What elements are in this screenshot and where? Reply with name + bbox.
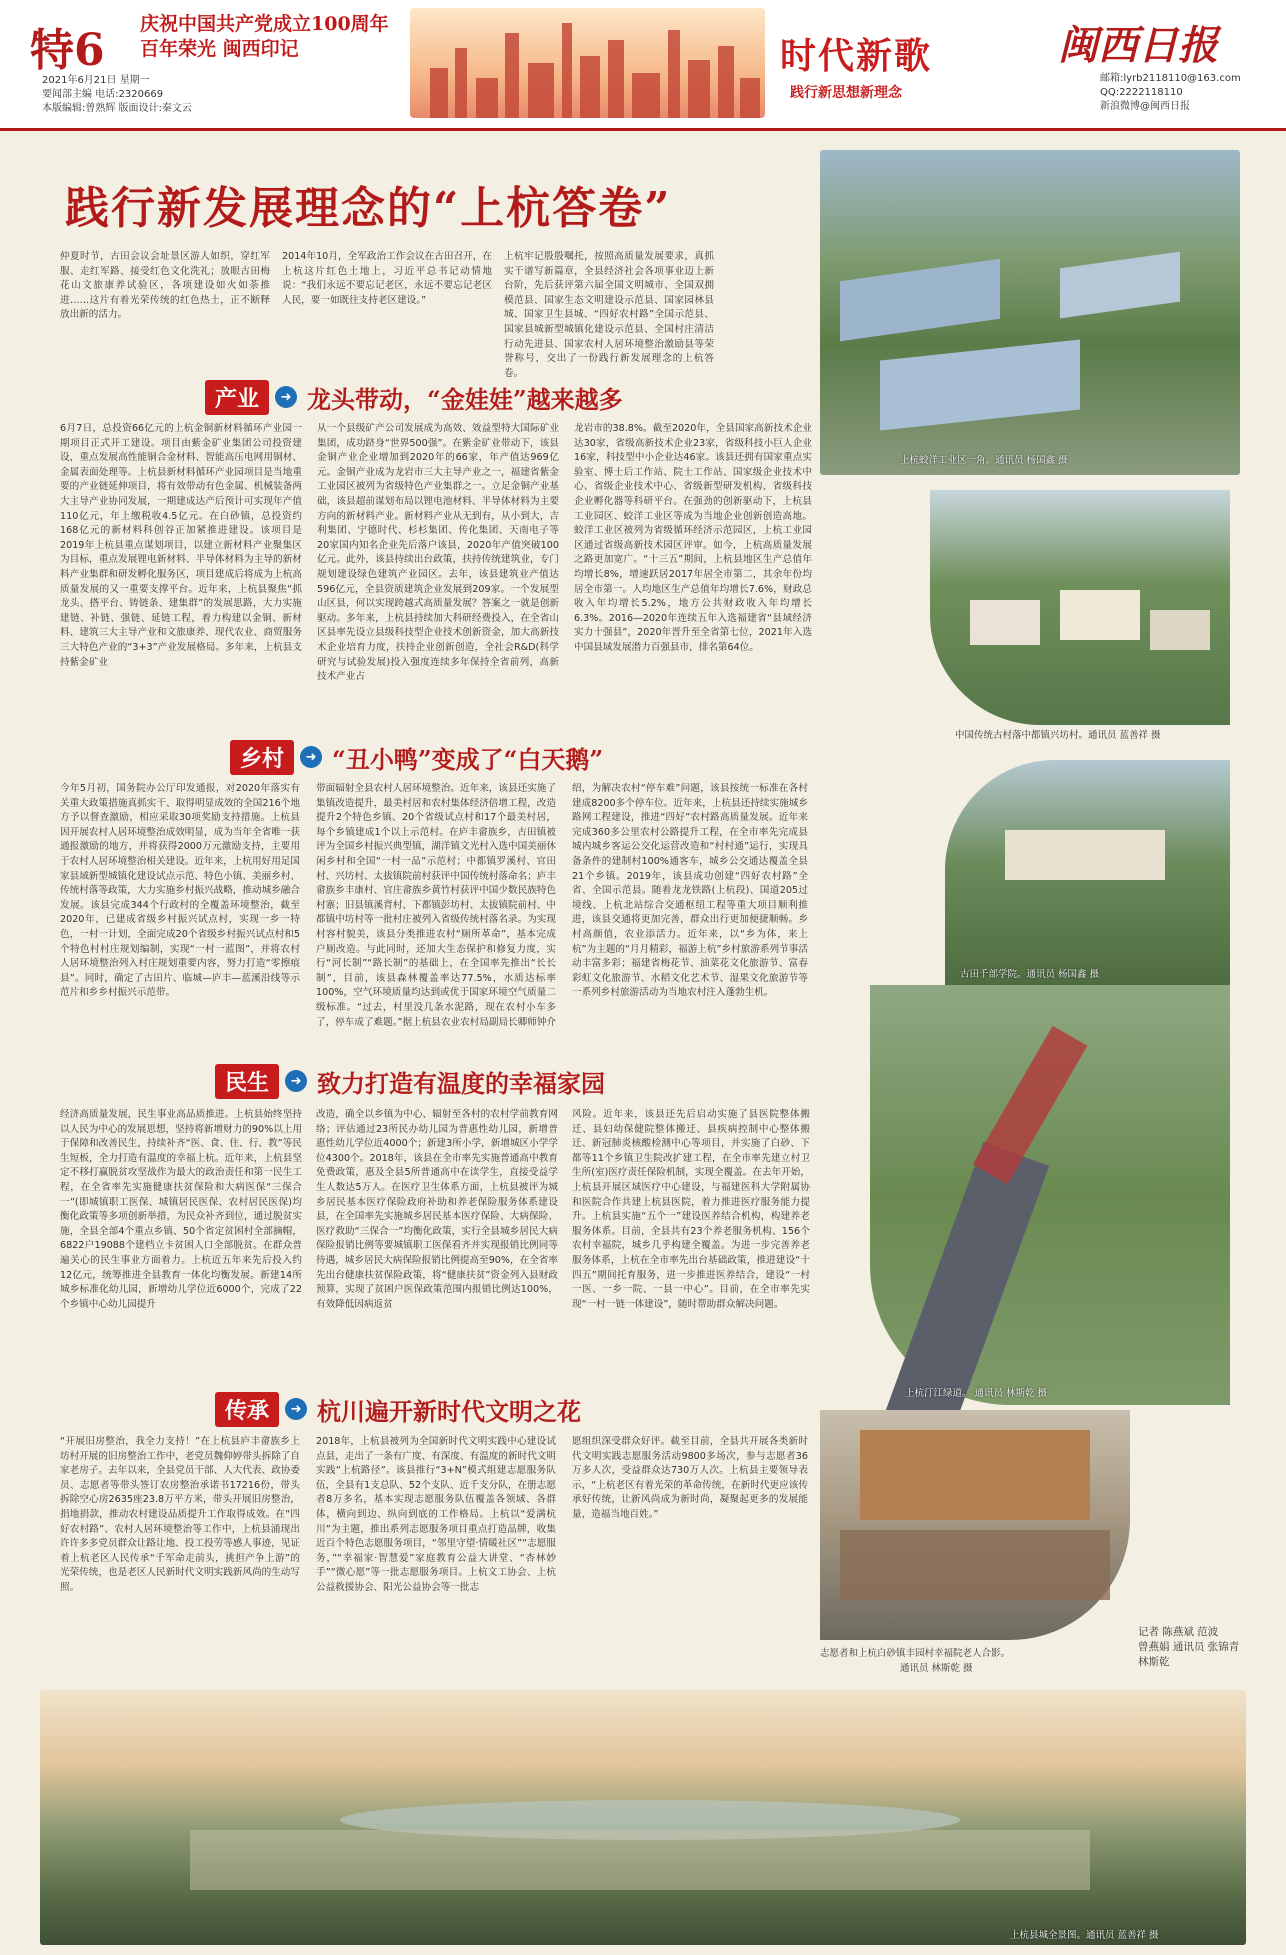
section-heritage-headline: 杭川遍开新时代文明之花 [317, 1396, 582, 1426]
section-heritage-col2: 2018年，上杭县被列为全国新时代文明实践中心建设试点县，走出了一条有广度、有深度、有温度的新时代文明实践“上杭路径”。该县推行“3+N”模式组建志愿服务队伍，全县有1支总队、52个支队、近千支分队，在册志愿者8万多名，基本实现志愿服务队伍覆盖各领域、各群体，横向到边、纵向到底的工作格局。上杭以“爱满杭川”为主题，推出系列志愿服务项目重点打造品牌，收集近百个特色志愿服务项目，“邻里守望·情暖社区”“志愿服务，”“幸福家·智慧爱”家庭教育公益大讲堂、“杏林妙手”“微心愿”等一批志愿服务项目。上杭文工协会、上杭公益救援协会、阳光公益协会等一批志 [316, 1436, 556, 1593]
photo-volunteers [820, 1410, 1130, 1640]
page-header [0, 0, 1286, 131]
section-heritage-header [215, 1390, 581, 1428]
section-heritage-col1: “开展旧房整治，我全力支持！”在上杭县庐丰畲族乡上坊村开展的旧房整治工作中，老党员魏仰婷带头拆除了自家老房子。去年以来，全县党员干部、人大代表、政协委员、志愿者等带头签订农房整治承诺书17216份，带头拆除空心房2635座23.8万平方米，带头开展旧房整治，捐地捐款，推动农村建设品质提升工作取得成效。在“四好农村路”、农村人居环境整治等工作中，上杭县涌现出许许多多党员群众让路让地、投工投劳等感人事迹，见证着上杭老区人民传承“千军命走前头，挑担产争上游”的光荣传统，也是老区人民新时代文明实践新风尚的生动写照。 [60, 1436, 300, 1593]
photo-ancient-village-caption: 中国传统古村落中都镇兴坊村。通讯员 蓝善祥 摄 [955, 730, 1161, 741]
contact-info [1100, 72, 1241, 114]
contact-qq: QQ:2222118110 [1100, 87, 1183, 98]
photo-greenway [870, 985, 1230, 1405]
section-heritage-col3: 愿组织深受群众好评。截至目前，全县共开展各类新时代文明实践志愿服务活动9800多场次，参与志愿者36万多人次，受益群众达730万人次。上杭县主要领导表示，“上杭老区有着光荣的革命传统，在新时代更应该传承好传统，让新风尚成为新时尚，凝聚起更多的发展能量，造福当地百姓。” [572, 1436, 808, 1520]
page-label: 特6 [30, 25, 105, 76]
photo-county-panorama-caption: 上杭县城全景图。通讯员 蓝善祥 摄 [1010, 1930, 1159, 1941]
byline-line-1: 记者 陈燕斌 范波 [1138, 1626, 1219, 1638]
section-livelihood-col1: 经济高质量发展，民生事业高品质推进。上杭县始终坚持以人民为中心的发展思想，坚持将新增财力的90%以上用于保障和改善民生，持续补齐“医、食、住、行、教”等民生短板，全力打造有温度的幸福上杭。近年来，上杭县坚定不移打赢脱贫攻坚战作为最大的政治责任和第一民生工程，在全省率先实施健康扶贫保险和大病医保“三保合一”(即城镇职工医保、城镇居民医保、农村居民医保)均衡化政策等多项创新举措，为民众补齐到位，通过脱贫实施，全县全部4个重点乡镇、50个省定贫困村全部摘帽，6822户19088个建档立卡贫困人口全部脱贫。在群众普遍关心的民生事业方面着力。上杭近五年来先后投入约12亿元，统筹推进全县教育一体化均衡发展。新建14所城乡标准化幼儿园，新增幼儿学位近6000个，完成了22个乡镇中心幼儿园提升 [60, 1109, 302, 1310]
issue-designer: 本版编辑:曾熟辉 版面设计:秦文云 [42, 103, 192, 114]
issue-editor: 要闻部主编 电话:2320669 [42, 89, 164, 100]
section-village-col2: 带面辐射全县农村人居环境整治。近年来，该县还实施了集镇改造提升，最美村居和农村集体经济倍增工程，改造提升2个特色乡镇、20个省级试点村和17个最美村居，每个乡镇建成1个以上示范村。在庐丰畲族乡，古田镇被评为全国乡村振兴典型镇，湖洋镇文光村入选中国美丽休闲乡村和全国“一村一品”示范村；中都镇罗溪村、官田村、兴坊村、太拔镇院前村获评中国传统村落命名；庐丰畲族乡丰康村、官庄畲族乡黄竹村获评中国少数民族特色村寨；旧县镇溪背村、下都镇彭坊村、太拔镇院前村、中都镇中坊村等一批村庄被列入省级传统村落名录。为实现村容村貌美，该县分类推进农村“厕所革命”，基本完成户厕改造。与此同时，还加大生态保护和修复力度，实行“河长制”“路长制”的基础上，在全国率先推出“长长制”，目前，该县森林覆盖率达77.5%，水质达标率100%，空气环境质量均达到或优于国家环境空气质量二级标准。“过去，村里没几条水泥路，现在农村小车多了，停车成了难题。”据上杭县农业农村局副局长卿师钟介 [316, 783, 557, 1028]
photo-gutian-academy [945, 760, 1230, 985]
byline [1138, 1625, 1239, 1670]
main-headline: 践行新发展理念的“上杭答卷” [65, 183, 672, 234]
section-village-col1: 今年5月初，国务院办公厅印发通报，对2020年落实有关重大政策措施真抓实干、取得明显成效的全国216个地方予以督查激励，相应采取30项奖励支持措施。上杭县因开展农村人居环境整治成效明显，成为当年全省唯一获通报激励的地方，并将获得2000万元激励支持，主要用于农村人居环境整治相关建设。近年来，上杭用好用足国家县域新型城镇化建设试点示范、特色小镇、美丽乡村、传统村落等政策，大力实施乡村振兴战略，推动城乡融合发展。该县完成344个行政村的全覆盖环境整治，截至2020年，已建成省级乡村振兴试点村，实现一乡一特色，一村一计划，全面完成20个省级乡村振兴试点村和5个特色村村庄规划编制，实现“一村一蓝图”，并将农村人居环境整治列入村庄规划重要内容，努力打造“零擦痕县”。同时，确定了古田片、临城—庐丰—蓝溪沿线等示范片和乡乡村振兴示范带。 [60, 783, 300, 999]
section-industry-tag: 产业 [205, 380, 269, 415]
section-village-header [230, 738, 603, 776]
section-industry-header [205, 378, 623, 416]
byline-line-2: 曾燕娟 通讯员 张锦青 [1138, 1641, 1240, 1653]
section-heritage-tag: 传承 [215, 1392, 279, 1427]
section-village-col3: 绍，为解决农村“停车难”问题，该县按统一标准在各村建成8200多个停车位。近年来，上杭县还持续实施城乡路网工程建设，推进“四好”农村路高质量发展。近年来完成360多公里农村公路提升工程，在全市率先完成县城内城乡客运公交化运营改造和“村村通”运行，实现具备条件的建制村100%通客车，城乡公交通达覆盖全县21个乡镇。2019年，该县成功创建“四好农村路”全省、全国示范县。随着龙龙铁路(上杭段)、国道205过境线、上杭北站综合交通枢纽工程等重大项目顺利推进，该县交通将更加完善，群众出行更加便捷顺畅。乡村高颜值，农业添活力。近年来，以“乡为体，来上杭”为主题的“月月精彩，福游上杭”乡村旅游系列节事活动丰富多彩；福建省梅花节、油菜花文化旅游节、富春彩虹文化旅游节、水稻文化艺术节、湿果文化旅游节等一系列乡村旅游活动为当地农村注入蓬勃生机。 [572, 783, 808, 999]
arrow-icon: ➜ [285, 1398, 307, 1420]
column-subtitle: 践行新思想新理念 [790, 85, 902, 101]
section-industry-col2: 从一个县级矿产公司发展成为高效、效益型特大国际矿业集团，成功跻身“世界500强”。在紫金矿业带动下，该县金铜产业企业增加到2020年的66家，年产值达969亿元。金铜产业成为龙岩市三大主导产业之一，福建省紫金工业园区被列为省级特色产业集群之一。立足金铜产业基础，该县超前谋划布局以锂电池材料、半导体材料为主要方向的新材料产业。新材料产业从无到有，从小到大，吉利集团、宁德时代、杉杉集团、传化集团、天南电子等20家国内知名企业先后落户该县，2020年产值突破100亿元。此外，该县持续出台政策，扶持传统建筑业，专门规划建设绿色建筑产业园区。去年，该县建筑业产值达596亿元，全县资质建筑企业发展到209家。一个发展型山区县，何以实现跨越式高质量发展？答案之一就是创新驱动。多年来，上杭县持续加大科研经费投入，在全省山区县率先设立县级科技型企业技术创新资金，加大高新技术企业培育力度，扶持企业创新创造，全社会R&D(科学研究与试验发展)投入强度连续多年保持全省前列，高新技术产业占 [317, 423, 559, 683]
skyline-illustration [410, 8, 765, 118]
issue-date: 2021年6月21日 星期一 [42, 75, 150, 86]
intro-paragraph-1: 仲夏时节，古田会议会址景区游人如织，穿红军服、走红军路、接受红色文化洗礼；放眼古田梅花山文旅康养试验区，各项建设如火如荼推进……这片有着光荣传统的红色热土，正不断释放出新的活力。 [60, 251, 270, 321]
section-industry-col3: 龙岩市的38.8%。截至2020年，全县国家高新技术企业达30家，省级高新技术企业23家，省级科技小巨人企业16家，科技型中小企业达46家。该县还拥有国家重点实验室、博士后工作站、院士工作站、国家级企业技术中心、省级企业技术中心、省级新型研发机构、省级科技企业孵化器等科研平台。在强劲的创新驱动下，上杭县工业园区、蛟洋工业区等成为当地企业创新创造高地。蛟洋工业区被列为省级循环经济示范园区，上杭工业园区通过省级高新技术园区评审。如今，上杭高质量发展之路更加宽广。“十三五”期间，上杭县地区生产总值年均增长8%，增速跃居2017年居全市第二，其余年份均居全市第一。人均地区生产总值年均增长7.6%，财政总收入年均增长5.2%，地方公共财政收入年均增长6.3%。2016—2020年连续五年入选福建省“县域经济实力十强县”，2020年晋升至全省第七位，2021年入选中国县域发展潜力百强县市，排名第64位。 [574, 423, 812, 653]
photo-industrial-park [820, 150, 1240, 475]
newspaper-masthead: 闽西日报 [1058, 22, 1218, 69]
anniversary-line-2: 百年荣光 闽西印记 [140, 38, 299, 60]
column-title: 时代新歌 [780, 35, 933, 77]
photo-gutian-academy-caption: 古田千部学院。通讯员 杨国鑫 摄 [960, 969, 1100, 980]
section-livelihood-tag: 民生 [215, 1064, 279, 1099]
section-industry-col1: 6月7日，总投资66亿元的上杭金铜新材料循环产业园一期项目正式开工建设。项目由紫金矿业集团公司投资建设，重点发展高性能铜合金材料、智能高压电网用铜材、金属表面处理等。上杭县新材料循环产业园项目是当地重要的产业链延伸项目，将有效带动有色金属、机械装备两大主导产业协同发展，一期建成达产后预计可实现年产值110亿元，年上缴税收4.5亿元。在白砂镇，总投资约168亿元的新材料科创谷正加紧推进建设。该项目是2019年上杭县重点谋划项目，以建立新材料产业聚集区为目标，重点发展锂电新材料、半导体材料为主导的新材料产业集群和研发孵化服务区，项目建成后将成为上杭高质量发展的又一重要支撑平台。近年来，上杭县聚焦“抓龙头、搭平台、铸链条、建集群”的发展思路，大力实施建链、补链、强链、延链工程，着力构建以金铜、新材料、建筑三大主导产业和文旅康养、现代农业、商贸服务三大特色产业的“3+3”产业发展格局。多年来，上杭县支持紫金矿业 [60, 423, 302, 668]
anniversary-line-1: 庆祝中国共产党成立100周年 [140, 13, 389, 35]
photo-volunteers-credit: 通讯员 林斯乾 摄 [900, 1663, 973, 1674]
arrow-icon: ➜ [300, 746, 322, 768]
contact-weibo: 新浪微博@闽西日报 [1100, 101, 1190, 112]
intro-paragraph-3: 上杭牢记殷殷嘱托，按照高质量发展要求，真抓实干谱写新篇章，全县经济社会各项事业迈上新台阶，先后获评第六届全国文明城市、全国双拥模范县、国家生态文明建设示范县、国家园林县城、国家卫生县城、“四好农村路”全国示范县、国家县城新型城镇化建设示范县、全国村庄清洁行动先进县、国家农村人居环境整治激励县等荣誉称号，交出了一份践行新发展理念的上杭答卷。 [504, 251, 714, 379]
photo-ancient-village [930, 490, 1230, 725]
section-industry-headline: 龙头带动，“金娃娃”越来越多 [307, 384, 623, 414]
section-village-tag: 乡村 [230, 740, 294, 775]
anniversary-banner [140, 12, 389, 62]
photo-greenway-caption: 上杭汀江绿道。 通讯员 林斯乾 摄 [905, 1388, 1048, 1399]
section-livelihood-col2: 改造，确全以乡镇为中心、辐射至各村的农村学前教育网络；评估通过23所民办幼儿园为普惠性幼儿园，新增普惠性幼儿学位近4000个；新建3所小学，新增城区小学学位4300个。2018年，该县在全市率先实施普通高中教育免费政策，惠及全县5所普通高中在读学生，直接受益学生人数达5万人。在医疗卫生体系方面，上杭县被评为城乡居民基本医疗保险政府补助和养老保险服务体系建设县，在全国率先实施城乡居民基本医疗保险、大病保险、医疗救助“三保合一”均衡化政策，实行全县城乡居民大病保险报销比例等要城镇职工医保看齐并实现报销比例同等待遇，城乡居民大病保险报销比例提高至90%，在全省率先出台健康扶贫保险政策，将“健康扶贫”资金列入县财政预算，实现了贫困户医保政策范围内报销比例达100%，有效降低因病返贫 [316, 1109, 558, 1310]
arrow-icon: ➜ [285, 1070, 307, 1092]
photo-county-panorama [40, 1690, 1246, 1945]
arrow-icon: ➜ [275, 386, 297, 408]
byline-line-3: 林斯乾 [1138, 1656, 1170, 1668]
section-livelihood-col3: 风险。近年来，该县还先后启动实施了县医院整体搬迁、县妇幼保健院整体搬迁、县疾病控制中心整体搬迁、新冠肺炎核酸检测中心等项目，并实施了白砂、下都等11个乡镇卫生院改扩建工程，在全市率先建立村卫生所(室)医疗责任保险机制，实现全覆盖。在去年开始，上杭县开展区域医疗中心建设，与福建医科大学附属协和医院合作共建上杭县医院，着力推进医疗服务能力提升。上杭县实施“五个一”建设医养结合机构，构建养老服务体系。目前，全县共有23个养老服务机构、156个农村幸福院，城乡几乎构建全覆盖。为进一步完善养老服务体系，上杭在全市率先出台基础政策，推进建设“十四五”期间托育服务，进一步推进医养结合，建设“一村一医、一乡一院、一县一中心”。目前，在全市率先实现“一村一链一体建设”，随时帮助群众解决问题。 [572, 1109, 810, 1310]
intro-paragraph-2: 2014年10月，全军政治工作会议在古田召开，在上杭这片红色土地上，习近平总书记动情地说：“我们永远不要忘记老区，永远不要忘记老区人民，要一如既往支持老区建设。” [282, 251, 492, 306]
photo-volunteers-caption: 志愿者和上杭白砂镇丰园村幸福院老人合影。 [820, 1648, 1011, 1659]
issue-meta [42, 74, 192, 116]
photo-industrial-park-caption: 上杭蛟洋工业区一角。通讯员 杨国鑫 摄 [900, 455, 1068, 466]
section-livelihood-header [215, 1062, 605, 1100]
contact-email: 邮箱:lyrb2118110@163.com [1100, 73, 1241, 84]
section-village-headline: “丑小鸭”变成了“白天鹅” [332, 744, 604, 774]
section-livelihood-headline: 致力打造有温度的幸福家园 [317, 1068, 606, 1098]
